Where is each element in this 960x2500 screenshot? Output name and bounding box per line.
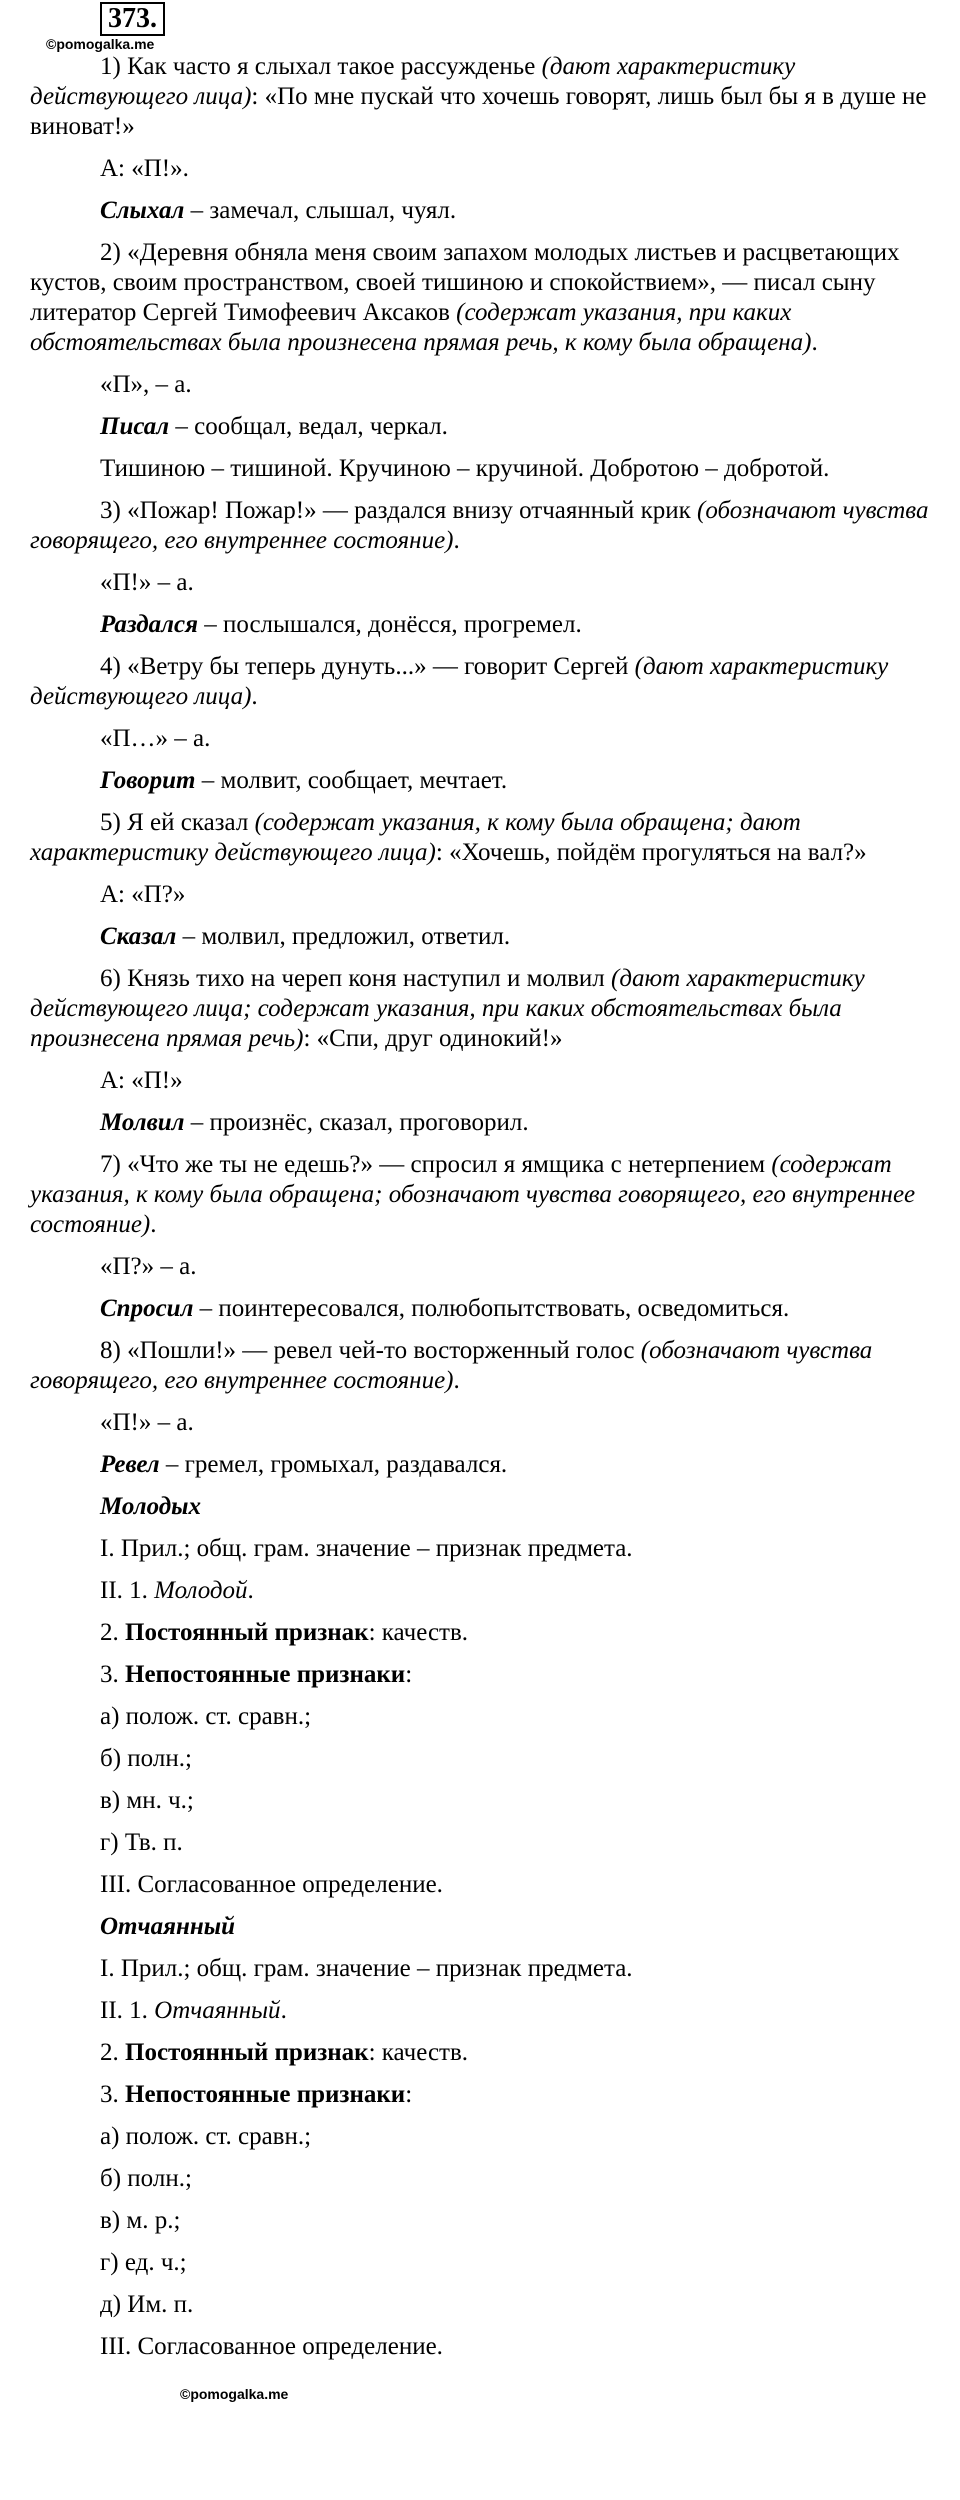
synonyms-1: Слыхал – замечал, слышал, чуял.: [100, 197, 457, 224]
sentence-6: 6) Князь тихо на череп коня наступил и молвил (дают характеристику действующего лица; содержат указания, при каких обстоятельствах была произнесена прямая речь): «Спи, друг одинокий!»: [30, 965, 865, 1052]
parse-2-feature-a: а) полож. ст. сравн.;: [100, 2123, 312, 2150]
scheme-8: «П!» – а.: [100, 1409, 194, 1436]
parse-1-syntactic-role: III. Согласованное определение.: [100, 1871, 443, 1898]
parse-2-initial-form: II. 1. Отчаянный.: [100, 1997, 287, 2024]
scheme-7: «П?» – а.: [100, 1253, 197, 1280]
scheme-4: «П…» – а.: [100, 725, 211, 752]
parse-2-feature-v: в) м. р.;: [100, 2207, 181, 2234]
word-forms-2: Тишиною – тишиной. Кручиною – кручиной. Добротою – добротой.: [100, 455, 830, 482]
scheme-3: «П!» – а.: [100, 569, 194, 596]
synonyms-8: Ревел – гремел, громыхал, раздавался.: [100, 1451, 508, 1478]
scheme-1: А: «П!».: [100, 155, 189, 182]
parse-2-part-of-speech: I. Прил.; общ. грам. значение – признак предмета.: [100, 1955, 633, 1982]
sentence-5: 5) Я ей сказал (содержат указания, к кому была обращена; дают характеристику действующего лица): «Хочешь, пойдём прогуляться на вал?»: [30, 809, 867, 866]
watermark-top: ©pomogalka.me: [46, 36, 155, 52]
sentence-7: 7) «Что же ты не едешь?» — спросил я ямщика с нетерпением (содержат указания, к кому была обращена; обозначают чувства говорящего, его внутреннее состояние).: [30, 1151, 916, 1238]
parse-1-feature-b: б) полн.;: [100, 1745, 192, 1772]
sentence-4: 4) «Ветру бы теперь дунуть...» — говорит Сергей (дают характеристику действующего лица).: [30, 653, 889, 710]
exercise-number: 373.: [100, 2, 165, 36]
synonyms-4: Говорит – молвит, сообщает, мечтает.: [100, 767, 508, 794]
parse-1-feature-v: в) мн. ч.;: [100, 1787, 194, 1814]
sentence-8: 8) «Пошли!» — ревел чей-то восторженный голос (обозначают чувства говорящего, его внутреннее состояние).: [30, 1337, 873, 1394]
scheme-6: А: «П!»: [100, 1067, 183, 1094]
synonyms-7: Спросил – поинтересовался, полюбопытствовать, осведомиться.: [100, 1295, 790, 1322]
synonyms-5: Сказал – молвил, предложил, ответил.: [100, 923, 511, 950]
parse-1-feature-a: а) полож. ст. сравн.;: [100, 1703, 312, 1730]
parse-2-syntactic-role: III. Согласованное определение.: [100, 2333, 443, 2360]
synonyms-6: Молвил – произнёс, сказал, проговорил.: [100, 1109, 529, 1136]
scheme-5: А: «П?»: [100, 881, 186, 908]
parse-1-initial-form: II. 1. Молодой.: [100, 1577, 254, 1604]
watermark-bottom: ©pomogalka.me: [180, 2386, 289, 2402]
parse-1-word: Молодых: [100, 1493, 202, 1520]
parse-2-constant-feature: 2. Постоянный признак: качеств.: [100, 2039, 469, 2066]
synonyms-2: Писал – сообщал, ведал, черкал.: [100, 413, 448, 440]
parse-2-feature-g: г) ед. ч.;: [100, 2249, 187, 2276]
parse-1-part-of-speech: I. Прил.; общ. грам. значение – признак предмета.: [100, 1535, 633, 1562]
parse-2-variable-features: 3. Непостоянные признаки:: [100, 2081, 413, 2108]
parse-1-feature-g: г) Тв. п.: [100, 1829, 183, 1856]
scheme-2: «П», – а.: [100, 371, 192, 398]
parse-2-feature-d: д) Им. п.: [100, 2291, 194, 2318]
parse-1-variable-features: 3. Непостоянные признаки:: [100, 1661, 413, 1688]
synonyms-3: Раздался – послышался, донёсся, прогремел.: [100, 611, 582, 638]
sentence-1: 1) Как часто я слыхал такое рассужденье (дают характеристику действующего лица): «По мне пускай что хочешь говорят, лишь был бы я в душе не виноват!»: [30, 53, 927, 140]
parse-2-word: Отчаянный: [100, 1913, 236, 1940]
parse-2-feature-b: б) полн.;: [100, 2165, 192, 2192]
sentence-2: 2) «Деревня обняла меня своим запахом молодых листьев и расцветающих кустов, своим пространством, своей тишиною и спокойствием», — писал сыну литератор Сергей Тимофеевич Аксаков (содержат указания, при каких обстоятельствах была произнесена прямая речь, к кому была обращена).: [30, 239, 900, 356]
exercise-content: [30, 52, 930, 2374]
sentence-3: 3) «Пожар! Пожар!» — раздался внизу отчаянный крик (обозначают чувства говорящего, его внутреннее состояние).: [30, 497, 929, 554]
parse-1-constant-feature: 2. Постоянный признак: качеств.: [100, 1619, 469, 1646]
